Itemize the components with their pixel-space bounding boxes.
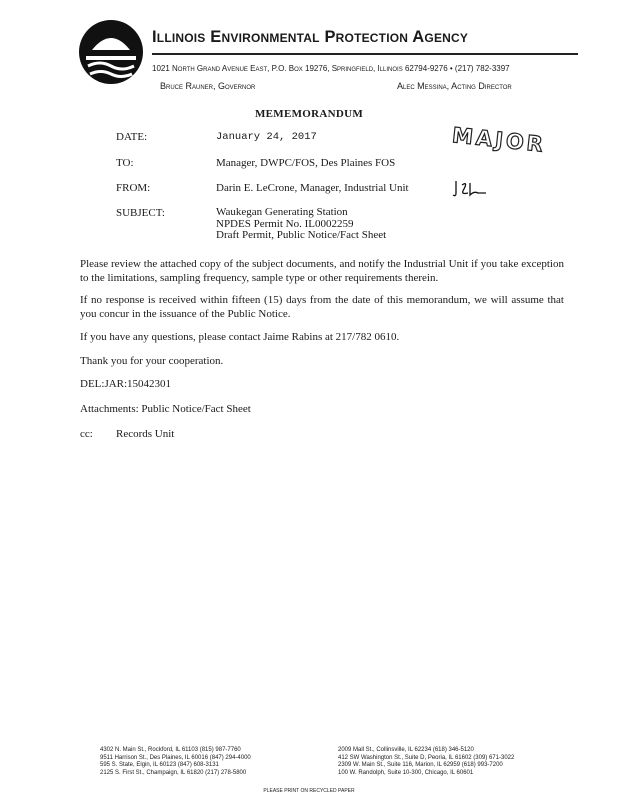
- footer-office-line: 100 W. Randolph, Suite 10-300, Chicago, IL 60601: [338, 769, 474, 776]
- subject-value: [216, 207, 386, 242]
- director-name: Alec Messina, Acting Director: [397, 81, 512, 91]
- major-stamp: MAJOR: [451, 123, 547, 157]
- body-paragraph-response: If no response is received within fifteen (15) days from the date of this memorandum, we will assume that you concur in the issuance of the Public Notice.: [80, 294, 564, 320]
- subject-line: Waukegan Generating Station: [216, 206, 348, 218]
- footer-office-line: 412 SW Washington St., Suite D, Peoria, IL 61602 (309) 671-3022: [338, 754, 515, 761]
- agency-logo: [78, 12, 144, 92]
- footer-office-line: 595 S. State, Elgin, IL 60123 (847) 608-3131: [100, 762, 219, 768]
- agency-address: 1021 North Grand Avenue East, P.O. Box 19276, Springfield, Illinois 62794-9276 • (217) 782-3397: [152, 64, 510, 73]
- governor-name: Bruce Rauner, Governor: [160, 81, 256, 91]
- header-rule: [152, 53, 578, 55]
- memo-title: MEMEMORANDUM: [254, 108, 364, 120]
- reference-code: DEL:JAR:15042301: [80, 378, 172, 390]
- date-label: DATE:: [116, 131, 148, 143]
- subject-label: SUBJECT:: [116, 207, 165, 219]
- footer-offices-right: [338, 747, 514, 777]
- cc-value: Records Unit: [116, 428, 175, 440]
- body-paragraph-thanks: Thank you for your cooperation.: [80, 355, 224, 367]
- subject-line: Draft Permit, Public Notice/Fact Sheet: [216, 229, 387, 241]
- footer-offices-left: [100, 747, 251, 777]
- agency-name: Illinois Environmental Protection Agency: [152, 28, 469, 46]
- footer-office-line: 2009 Mall St., Collinsville, IL 62234 (618) 346-5120: [338, 747, 474, 753]
- body-paragraph-review: Please review the attached copy of the subject documents, and notify the Industrial Unit if you take exception to the limitations, sampling frequency, sample type or other requirements therein.: [80, 258, 564, 284]
- body-paragraph-contact: If you have any questions, please contact Jaime Rabins at 217/782 0610.: [80, 331, 400, 343]
- subject-line: NPDES Permit No. IL0002259: [216, 217, 354, 230]
- recycled-paper-note: PLEASE PRINT ON RECYCLED PAPER: [263, 788, 355, 794]
- from-label: FROM:: [116, 182, 151, 194]
- initials-signature: [452, 177, 488, 199]
- date-value: January 24, 2017: [216, 131, 317, 143]
- footer-office-line: 4302 N. Main St., Rockford, IL 61103 (815) 987-7760: [100, 747, 241, 753]
- attachments-line: Attachments: Public Notice/Fact Sheet: [80, 403, 251, 415]
- footer-office-line: 2309 W. Main St., Suite 116, Marion, IL 62959 (618) 993-7200: [338, 762, 503, 768]
- to-label: TO:: [116, 157, 134, 169]
- footer-office-line: 9511 Harrison St., Des Plaines, IL 60016 (847) 294-4000: [100, 754, 251, 761]
- cc-label: cc:: [80, 428, 93, 440]
- footer-office-line: 2125 S. First St., Champaign, IL 61820 (217) 278-5800: [100, 769, 247, 776]
- to-value: Manager, DWPC/FOS, Des Plaines FOS: [216, 157, 396, 169]
- from-value: Darin E. LeCrone, Manager, Industrial Unit: [216, 182, 409, 194]
